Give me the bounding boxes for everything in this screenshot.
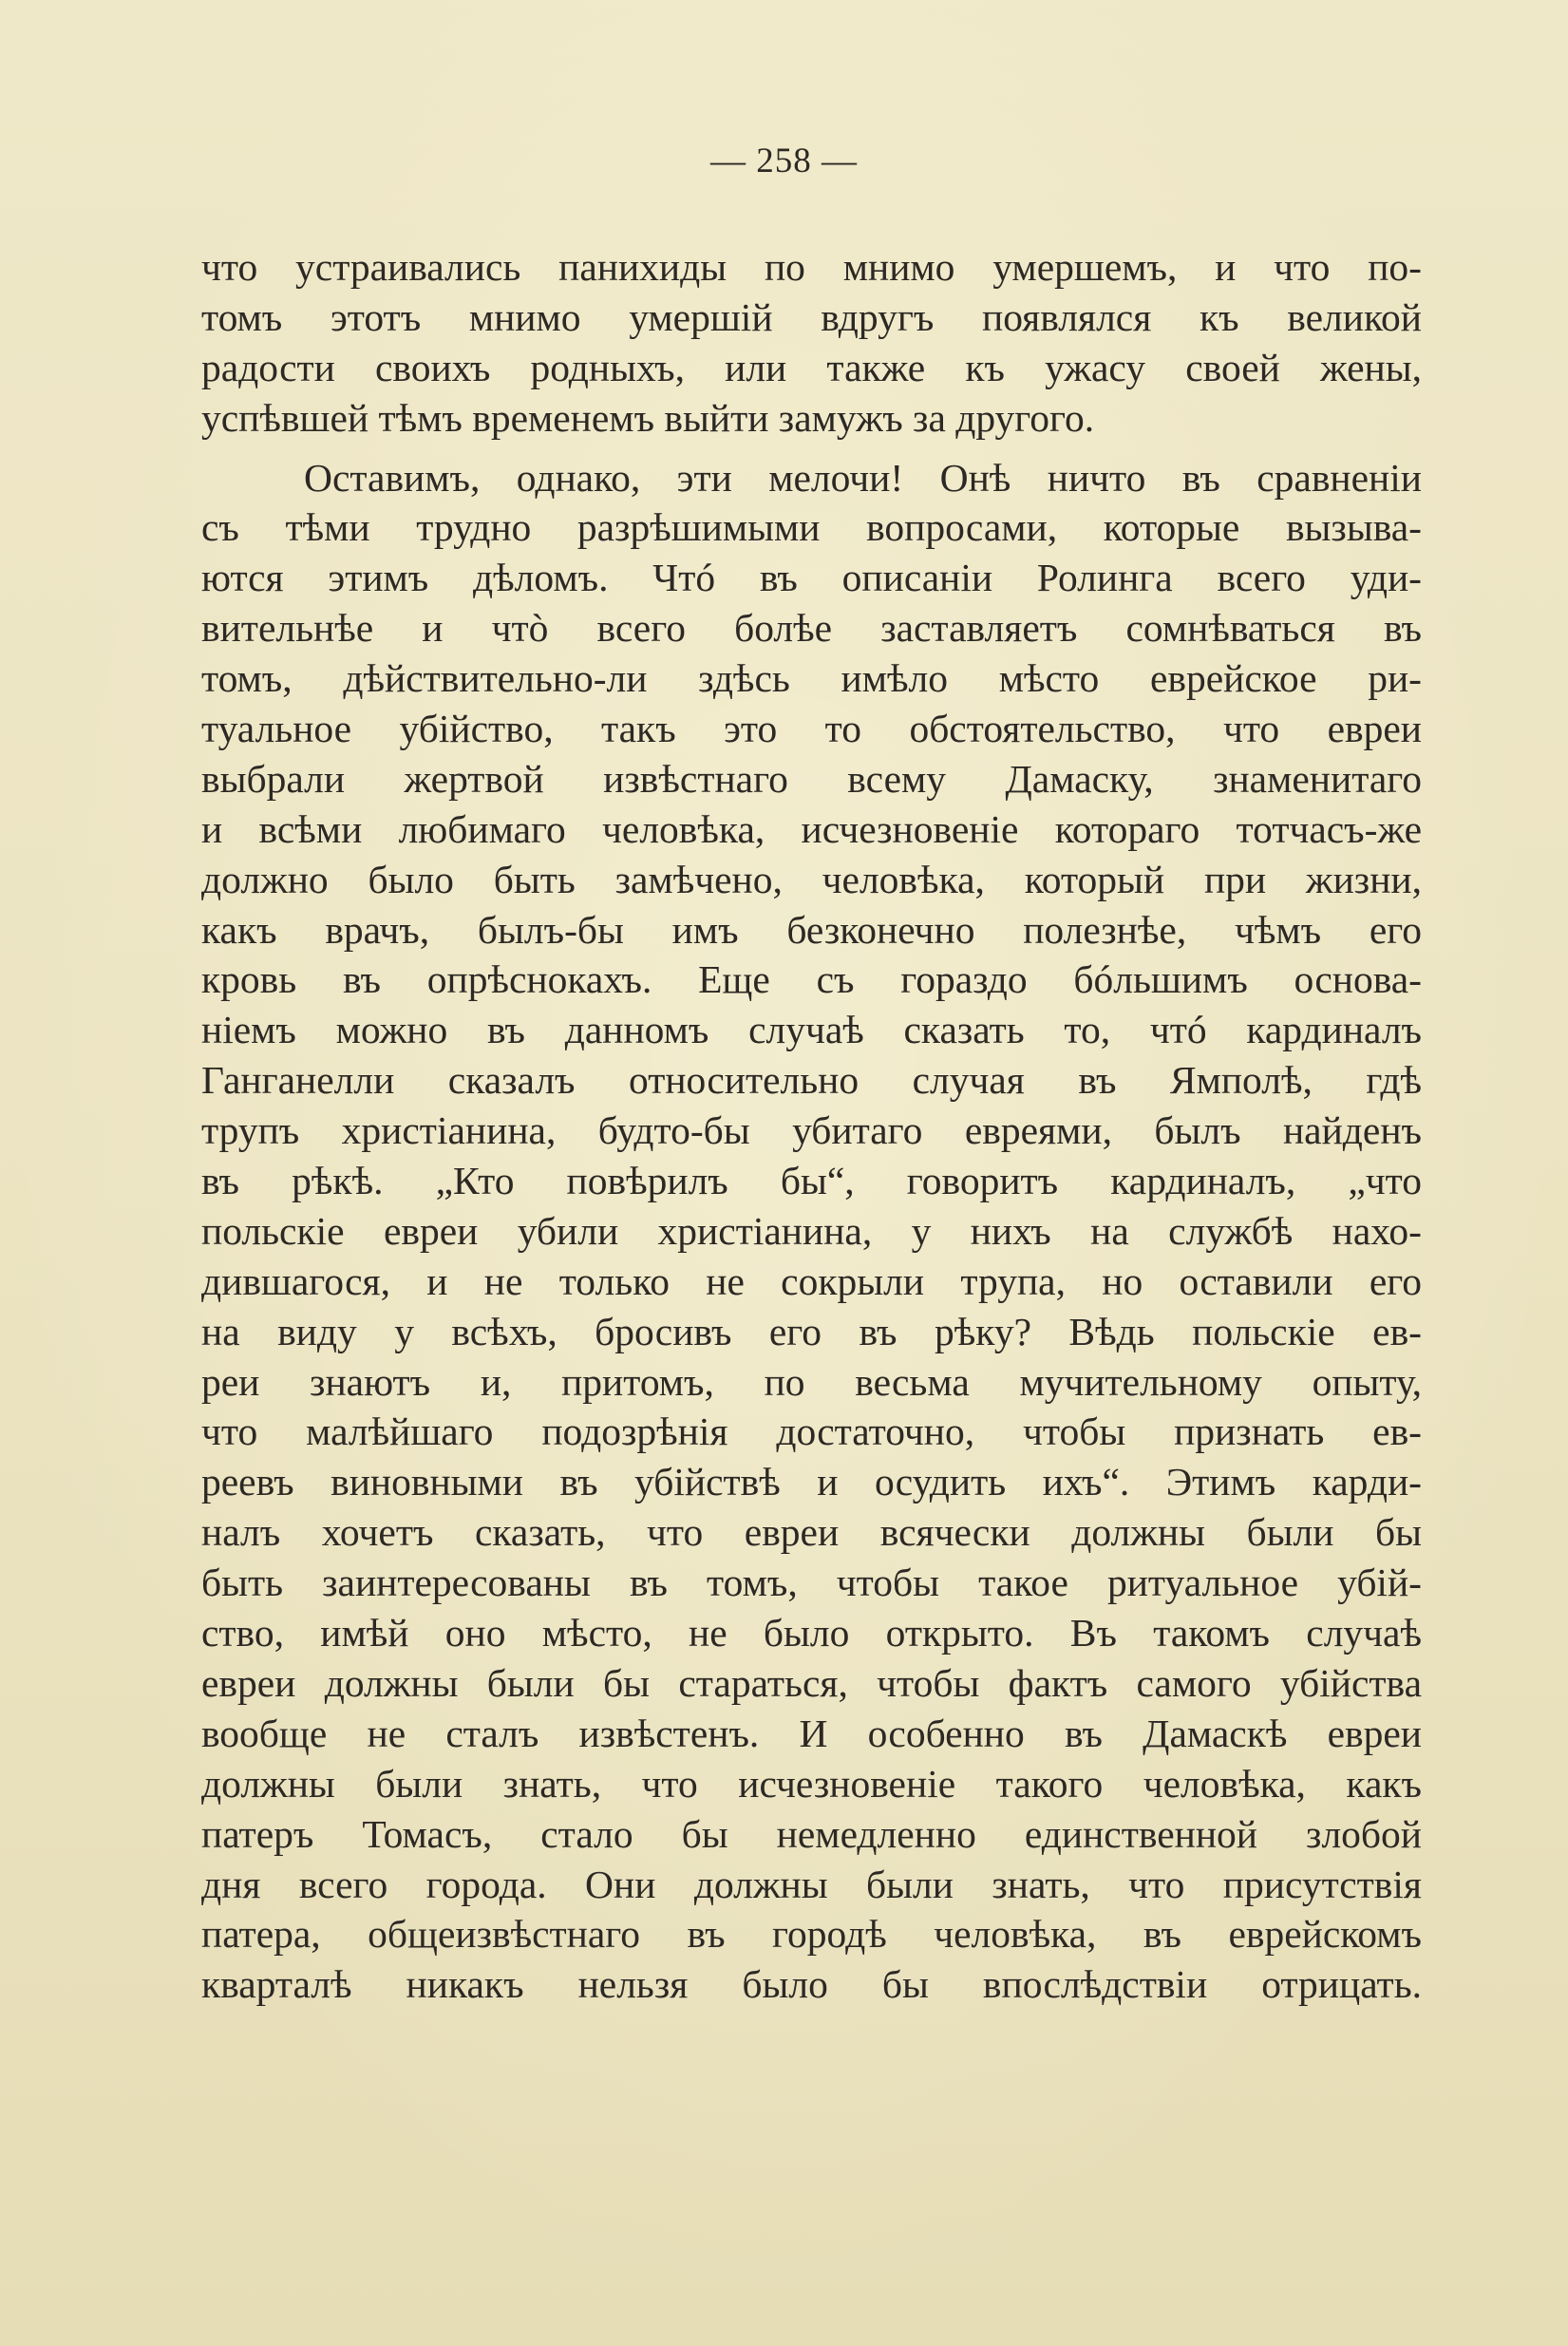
text-line: на виду у всѣхъ, бросивъ его въ рѣку? Вѣдь польскіе ев- [201, 1309, 1422, 1353]
paragraph [201, 453, 1422, 2011]
text-line: должно было быть замѣчено, человѣка, который при жизни, [201, 857, 1422, 901]
text-line: что устраивались панихиды по мнимо умершемъ, и что по- [201, 245, 1422, 289]
text-line: патера, общеизвѣстнаго въ городѣ человѣка, въ еврейскомъ [201, 1912, 1422, 1957]
paragraph [201, 242, 1422, 444]
text-line: вительнѣе и чтò всего болѣе заставляетъ сомнѣваться въ [201, 606, 1422, 651]
text-line: ніемъ можно въ данномъ случаѣ сказать то, чтó кардиналъ [201, 1008, 1422, 1052]
text-line: радости своихъ родныхъ, или также къ ужасу своей жены, [201, 345, 1422, 389]
text-line: дившагося, и не только не сокрыли трупа, но оставили его [201, 1258, 1422, 1303]
text-line: успѣвшей тѣмъ временемъ выйти замужъ за другого. [201, 395, 1095, 440]
text-line: реевъ виновными въ убійствѣ и осудить ихъ“. Этимъ карди- [201, 1460, 1422, 1504]
text-line: патеръ Томасъ, стало бы немедленно единственной злобой [201, 1811, 1422, 1856]
text-line: евреи должны были бы стараться, чтобы фактъ самого убійства [201, 1660, 1422, 1705]
text-line: кровь въ опрѣснокахъ. Еще съ гораздо бóльшимъ основа- [201, 957, 1422, 1002]
text-line: налъ хочетъ сказать, что евреи всячески должны были бы [201, 1510, 1422, 1555]
page-number: — 258 — [710, 142, 858, 180]
text-line: томъ этотъ мнимо умершій вдругъ появлялся къ великой [201, 294, 1422, 339]
text-line: какъ врачъ, былъ-бы имъ безконечно полезнѣе, чѣмъ его [201, 907, 1422, 952]
text-line: выбрали жертвой извѣстнаго всему Дамаску, знаменитаго [201, 756, 1422, 801]
body-text [201, 242, 1422, 2010]
text-line: ство, имѣй оно мѣсто, не было открыто. Въ такомъ случаѣ [201, 1611, 1422, 1655]
text-line: реи знаютъ и, притомъ, по весьма мучительному опыту, [201, 1359, 1422, 1404]
text-line: томъ, дѣйствительно-ли здѣсь имѣло мѣсто еврейское ри- [201, 656, 1422, 701]
text-line: кварталѣ никакъ нельзя было бы впослѣдствіи отрицать. [201, 1962, 1422, 2007]
text-line: ются этимъ дѣломъ. Чтó въ описаніи Ролинга всего уди- [201, 556, 1422, 600]
text-line: съ тѣми трудно разрѣшимыми вопросами, которые вызыва- [201, 505, 1422, 550]
text-line: польскіе евреи убили христіанина, у нихъ на службѣ нахо- [201, 1208, 1422, 1253]
text-line: трупъ христіанина, будто-бы убитаго евреями, былъ найденъ [201, 1108, 1422, 1153]
text-line: быть заинтересованы въ томъ, чтобы такое ритуальное убій- [201, 1561, 1422, 1605]
text-line: Оставимъ, однако, эти мелочи! Онѣ ничто въ сравненіи [304, 455, 1422, 500]
text-line: въ рѣкѣ. „Кто повѣрилъ бы“, говоритъ кардиналъ, „что [201, 1159, 1422, 1203]
text-line: дня всего города. Они должны были знать, что присутствія [201, 1862, 1422, 1906]
text-line: Ганганелли сказалъ относительно случая въ Ямполѣ, гдѣ [201, 1058, 1422, 1103]
text-line: туальное убійство, такъ это то обстоятельство, что евреи [201, 707, 1422, 751]
text-line: должны были знать, что исчезновеніе такого человѣка, какъ [201, 1761, 1422, 1806]
text-line: что малѣйшаго подозрѣнія достаточно, чтобы признать ев- [201, 1409, 1422, 1454]
text-line: вообще не сталъ извѣстенъ. И особенно въ Дамаскѣ евреи [201, 1711, 1422, 1755]
text-line: и всѣми любимаго человѣка, исчезновеніе котораго тотчасъ-же [201, 806, 1422, 851]
